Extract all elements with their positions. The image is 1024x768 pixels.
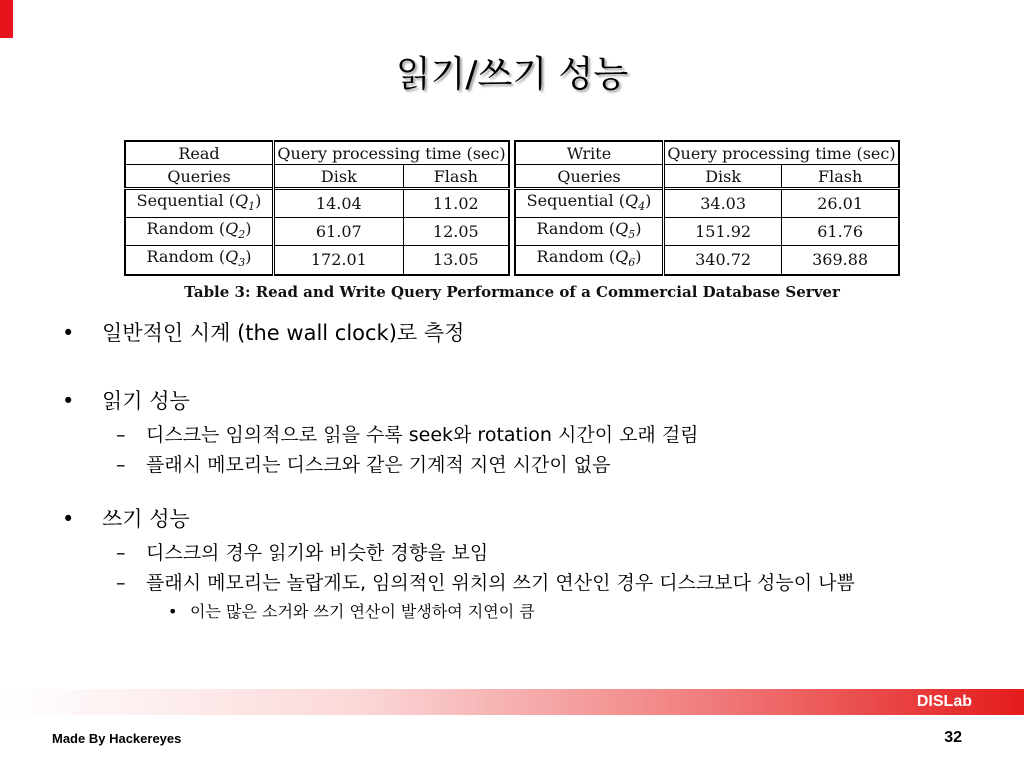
list-item <box>62 504 982 534</box>
sub-bullet-text: 플래시 메모리는 놀랍게도, 임의적인 위치의 쓰기 연산인 경우 디스크보다 성능이 나쁨 <box>146 572 855 594</box>
title-accent-mark <box>0 0 13 38</box>
bullet-glyph: • <box>62 507 75 531</box>
dash-glyph: – <box>116 542 126 564</box>
sub-bullet-text: 플래시 메모리는 디스크와 같은 기계적 지연 시간이 없음 <box>146 454 611 476</box>
query-name-cell: Random $(Q_5)$ <box>515 218 664 246</box>
footer-brand: DISLab <box>916 693 972 710</box>
table-row <box>515 189 899 218</box>
sub-bullet-text: 디스크는 임의적으로 읽을 수록 seek와 rotation 시간이 오래 걸림 <box>146 424 699 446</box>
query-name-cell: Random $(Q_6)$ <box>515 246 664 275</box>
list-item <box>62 600 982 624</box>
dash-glyph: – <box>116 454 126 476</box>
bullet-glyph: • <box>62 321 75 345</box>
query-performance-table <box>124 140 900 270</box>
read-queries-header-line2: Queries <box>125 165 274 189</box>
bullet-glyph: • <box>168 602 178 621</box>
read-queries-table <box>124 140 510 270</box>
table-row <box>515 246 899 275</box>
flash-cell: 12.05 <box>403 218 509 246</box>
query-name-cell: Sequential $(Q_1)$ <box>125 189 274 218</box>
disk-cell: 61.07 <box>274 218 404 246</box>
read-time-header: Query processing time (sec) <box>274 141 510 165</box>
flash-cell: 61.76 <box>782 218 899 246</box>
sub-bullet-text: 디스크의 경우 읽기와 비슷한 경향을 보임 <box>146 542 489 564</box>
write-queries-header-line1: Write <box>515 141 664 165</box>
query-name-cell: Random $(Q_3)$ <box>125 246 274 275</box>
disk-cell: 34.03 <box>664 189 782 218</box>
flash-cell: 26.01 <box>782 189 899 218</box>
write-queries-table <box>514 140 900 270</box>
list-item <box>62 386 982 416</box>
query-name-cell: Random $(Q_2)$ <box>125 218 274 246</box>
slide-title: 읽기/쓰기 성능 <box>395 54 629 95</box>
write-flash-header: Flash <box>782 165 899 189</box>
flash-cell: 11.02 <box>403 189 509 218</box>
disk-cell: 172.01 <box>274 246 404 275</box>
write-queries-header-line2: Queries <box>515 165 664 189</box>
sub-sub-bullet-text: 이는 많은 소거와 쓰기 연산이 발생하여 지연이 큼 <box>190 602 535 621</box>
table-row <box>125 218 509 246</box>
query-name-cell: Sequential $(Q_4)$ <box>515 189 664 218</box>
disk-cell: 340.72 <box>664 246 782 275</box>
read-flash-header: Flash <box>403 165 509 189</box>
footer-credit: Made By Hackereyes <box>52 731 182 746</box>
bullet-text: 일반적인 시계 (the wall clock)로 측정 <box>102 321 465 345</box>
bullet-list <box>62 318 982 624</box>
table-row <box>125 189 509 218</box>
disk-cell: 151.92 <box>664 218 782 246</box>
read-disk-header: Disk <box>274 165 404 189</box>
list-item <box>62 318 982 348</box>
list-item <box>62 452 982 478</box>
dash-glyph: – <box>116 424 126 446</box>
list-item <box>62 540 982 566</box>
list-item <box>62 422 982 448</box>
bullet-text: 읽기 성능 <box>102 389 190 413</box>
dash-glyph: – <box>116 572 126 594</box>
table-row <box>125 246 509 275</box>
table-caption: Table 3: Read and Write Query Performance of a Commercial Database Server <box>184 283 840 301</box>
list-item <box>62 570 946 596</box>
bullet-glyph: • <box>62 389 75 413</box>
write-time-header: Query processing time (sec) <box>664 141 900 165</box>
disk-cell: 14.04 <box>274 189 404 218</box>
write-disk-header: Disk <box>664 165 782 189</box>
footer-band <box>0 689 1024 715</box>
page-number: 32 <box>944 729 962 746</box>
read-queries-header-line1: Read <box>125 141 274 165</box>
flash-cell: 369.88 <box>782 246 899 275</box>
bullet-text: 쓰기 성능 <box>102 507 190 531</box>
flash-cell: 13.05 <box>403 246 509 275</box>
table-row <box>515 218 899 246</box>
